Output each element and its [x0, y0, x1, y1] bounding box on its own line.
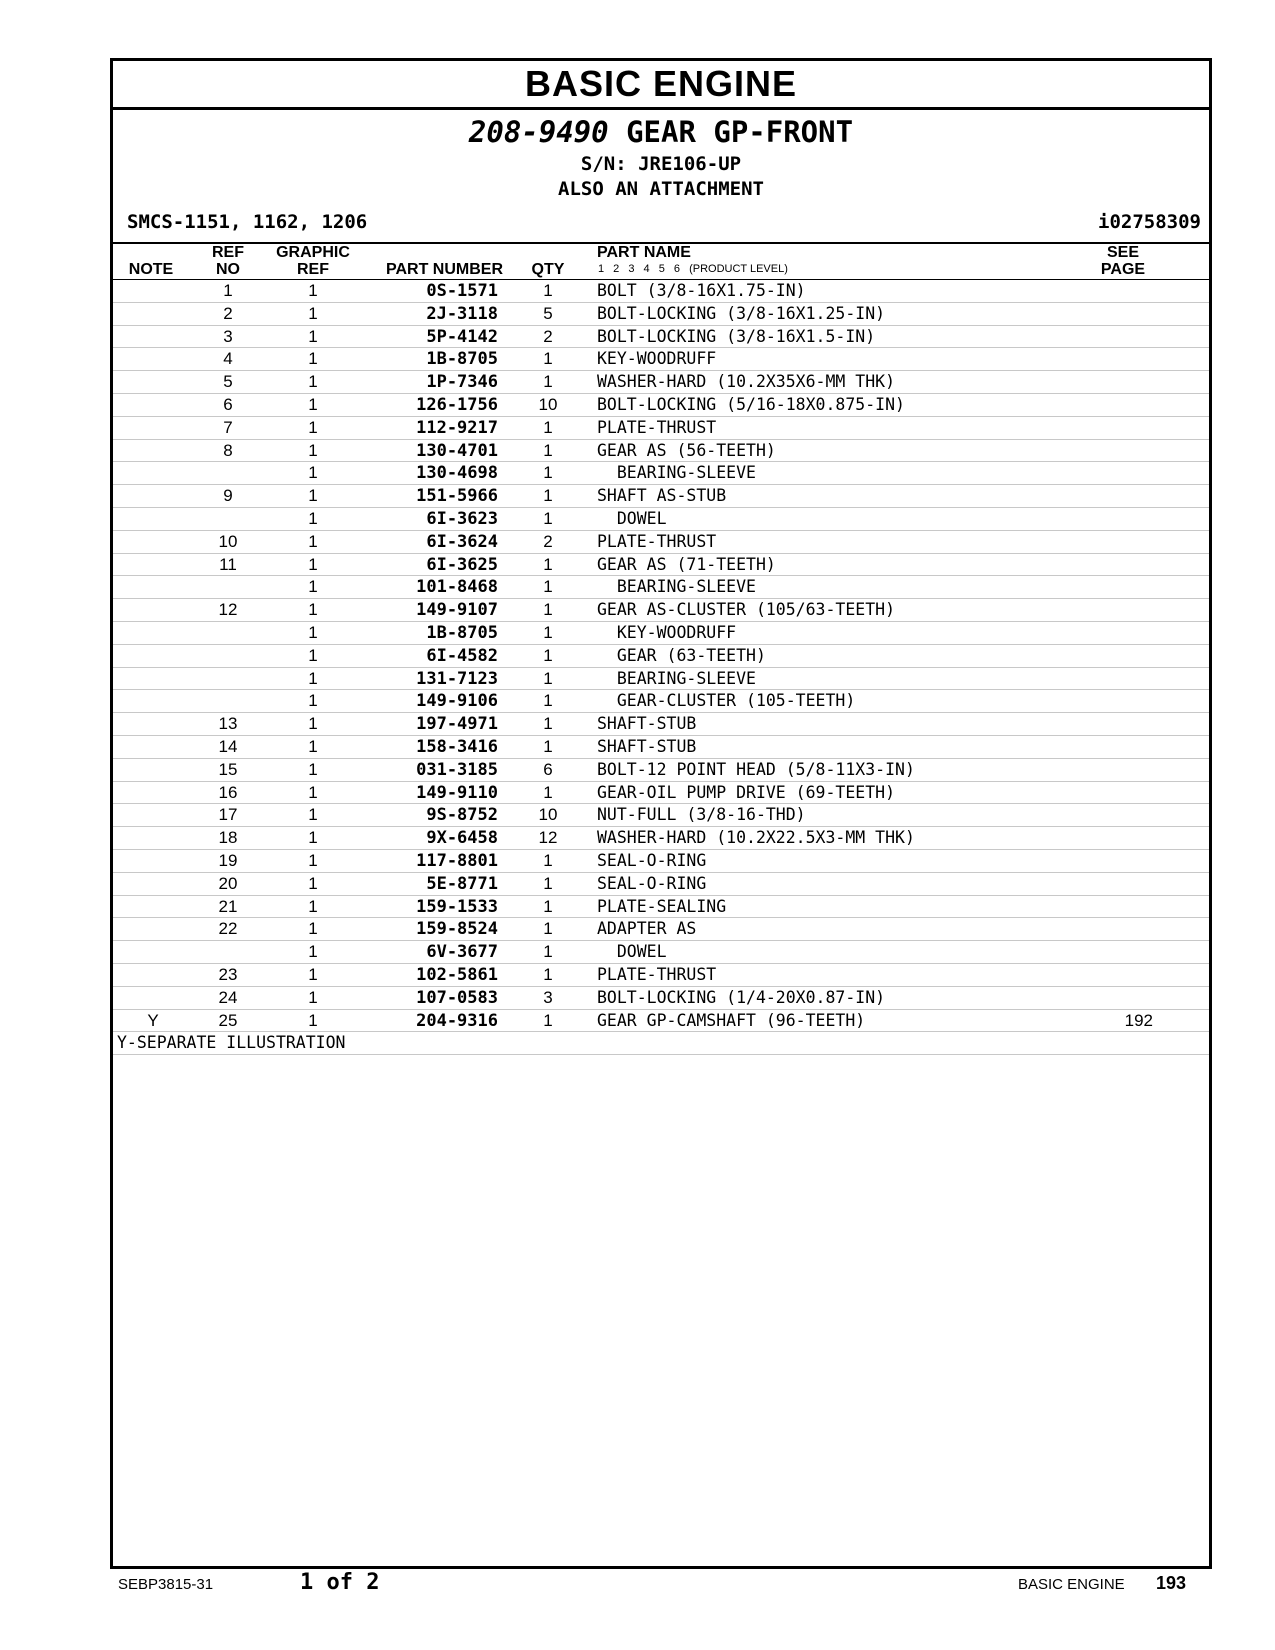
qty-cell: 1 — [543, 964, 553, 984]
part-name-cell: BOLT-LOCKING (3/8-16X1.25-IN) — [597, 303, 886, 323]
ref-no-cell: 1 — [223, 281, 233, 300]
col-header-product-levels — [598, 263, 788, 275]
part-number-cell: 101-8468 — [416, 577, 498, 598]
graphic-ref-cell: 1 — [308, 531, 318, 551]
qty-cell: 1 — [543, 554, 553, 574]
part-number-cell: 0S-1571 — [426, 281, 498, 301]
part-name-cell: DOWEL — [597, 942, 667, 962]
qty-cell: 1 — [543, 736, 553, 756]
footer-section: BASIC ENGINE — [1018, 1576, 1125, 1593]
part-number-cell: 6I-3623 — [426, 508, 498, 529]
parts-list-frame — [110, 58, 1212, 1569]
graphic-ref-cell: 1 — [308, 463, 318, 483]
ref-no-cell: 8 — [223, 440, 233, 460]
part-number-cell: 102-5861 — [416, 964, 498, 985]
ref-no-cell: 7 — [223, 417, 233, 437]
qty-cell: 2 — [543, 326, 553, 346]
part-number-cell: 2J-3118 — [426, 303, 498, 324]
qty-cell: 2 — [543, 531, 553, 551]
part-name-cell: WASHER-HARD (10.2X35X6-MM THK) — [597, 372, 896, 392]
table-row — [113, 531, 1209, 554]
col-header-ref-top: REF — [212, 244, 244, 261]
ref-no-cell: 14 — [218, 736, 238, 756]
part-number-cell: 130-4698 — [416, 463, 498, 484]
graphic-ref-cell: 1 — [308, 394, 318, 414]
part-name-cell: BOLT (3/8-16X1.75-IN) — [597, 281, 806, 300]
table-row — [113, 736, 1209, 759]
graphic-ref-cell: 1 — [308, 896, 318, 916]
part-number-cell: 6I-3625 — [426, 554, 498, 575]
qty-cell: 1 — [543, 645, 553, 665]
graphic-ref-cell: 1 — [308, 805, 318, 825]
part-name-cell: PLATE-THRUST — [597, 964, 717, 984]
table-row — [113, 850, 1209, 873]
graphic-ref-cell: 1 — [308, 759, 318, 779]
graphic-ref-cell: 1 — [308, 942, 318, 962]
part-number-cell: 112-9217 — [416, 417, 498, 438]
col-header-note: NOTE — [128, 261, 174, 278]
graphic-ref-cell: 1 — [308, 987, 318, 1007]
ref-no-cell: 16 — [218, 782, 238, 802]
ref-no-cell: 17 — [218, 805, 238, 825]
part-name-cell: BEARING-SLEEVE — [597, 463, 756, 483]
part-number-cell: 158-3416 — [416, 736, 498, 757]
note-cell: Y — [147, 1010, 159, 1030]
graphic-ref-cell: 1 — [308, 736, 318, 756]
part-number-cell: 5E-8771 — [426, 873, 498, 894]
table-row — [113, 599, 1209, 622]
table-row — [113, 326, 1209, 349]
part-name-cell: BOLT-LOCKING (5/16-18X0.875-IN) — [597, 394, 905, 414]
qty-cell: 1 — [543, 668, 553, 688]
table-row — [113, 668, 1209, 691]
part-number-cell: 159-8524 — [416, 919, 498, 940]
part-number-cell: 149-9106 — [416, 691, 498, 712]
table-row — [113, 941, 1209, 964]
part-number-cell: 126-1756 — [416, 394, 498, 415]
part-number-cell: 151-5966 — [416, 486, 498, 507]
part-name-cell: PLATE-SEALING — [597, 896, 727, 916]
table-row — [113, 508, 1209, 531]
table-row — [113, 896, 1209, 919]
qty-cell: 6 — [543, 759, 553, 779]
qty-cell: 1 — [543, 873, 553, 893]
table-row — [113, 394, 1209, 417]
ref-no-cell: 21 — [218, 896, 238, 916]
part-number-cell: 204-9316 — [416, 1010, 498, 1031]
qty-cell: 1 — [543, 691, 553, 711]
part-number-cell: 1B-8705 — [426, 349, 498, 370]
graphic-ref-cell: 1 — [308, 668, 318, 688]
ref-no-cell: 13 — [218, 714, 238, 734]
qty-cell: 3 — [543, 987, 553, 1007]
part-number-cell: 159-1533 — [416, 896, 498, 917]
part-name-cell: KEY-WOODRUFF — [597, 349, 717, 369]
graphic-ref-cell: 1 — [308, 417, 318, 437]
part-name-cell: NUT-FULL (3/8-16-THD) — [597, 805, 806, 825]
footnote-row — [113, 1032, 1209, 1055]
part-number-cell: 031-3185 — [416, 759, 498, 780]
table-row — [113, 348, 1209, 371]
qty-cell: 1 — [543, 1010, 553, 1030]
qty-cell: 10 — [538, 805, 558, 825]
ref-no-cell: 10 — [218, 531, 238, 551]
qty-cell: 1 — [543, 440, 553, 460]
part-number-cell: 149-9107 — [416, 600, 498, 621]
part-name-cell: SHAFT-STUB — [597, 714, 697, 734]
footer-document-id: SEBP3815-31 — [118, 1576, 214, 1593]
graphic-ref-cell: 1 — [308, 1010, 318, 1030]
part-name-cell: GEAR AS (71-TEETH) — [597, 554, 776, 574]
footer-page-number: 193 — [1156, 1573, 1187, 1593]
table-row — [113, 279, 1209, 303]
ref-no-cell: 18 — [218, 828, 238, 848]
graphic-ref-cell: 1 — [308, 850, 318, 870]
table-row — [113, 417, 1209, 440]
part-name-cell: GEAR-OIL PUMP DRIVE (69-TEETH) — [597, 782, 896, 802]
ref-no-cell: 20 — [218, 873, 238, 893]
part-number-cell: 117-8801 — [416, 850, 498, 871]
document-identifier: i02758309 — [1098, 211, 1201, 233]
qty-cell: 1 — [543, 281, 553, 300]
graphic-ref-cell: 1 — [308, 828, 318, 848]
graphic-ref-cell: 1 — [308, 281, 318, 300]
ref-no-cell: 24 — [218, 987, 238, 1007]
qty-cell: 10 — [538, 394, 558, 414]
col-header-graphic-ref — [273, 244, 353, 278]
qty-cell: 1 — [543, 782, 553, 802]
qty-cell: 12 — [538, 828, 558, 848]
col-header-see-page — [1093, 244, 1153, 278]
section-title: BASIC ENGINE — [524, 63, 798, 104]
table-row — [113, 782, 1209, 805]
ref-no-cell: 25 — [218, 1010, 238, 1030]
table-row — [113, 462, 1209, 485]
graphic-ref-cell: 1 — [308, 349, 318, 369]
graphic-ref-cell: 1 — [308, 303, 318, 323]
product-level-label: (PRODUCT LEVEL) — [689, 263, 788, 275]
part-name-cell: BOLT-LOCKING (3/8-16X1.5-IN) — [597, 326, 876, 346]
qty-cell: 1 — [543, 486, 553, 506]
smcs-codes: SMCS-1151, 1162, 1206 — [127, 211, 368, 233]
part-name-cell: BOLT-12 POINT HEAD (5/8-11X3-IN) — [597, 759, 915, 779]
part-name-cell: DOWEL — [597, 508, 667, 528]
part-number-cell: 9S-8752 — [426, 805, 498, 826]
part-number-cell: 6I-3624 — [426, 531, 498, 552]
part-name-cell: SEAL-O-RING — [597, 850, 707, 870]
part-number-cell: 1P-7346 — [426, 372, 498, 393]
qty-cell: 1 — [543, 349, 553, 369]
part-number-cell: 149-9110 — [416, 782, 498, 803]
graphic-ref-cell: 1 — [308, 691, 318, 711]
graphic-ref-cell: 1 — [308, 964, 318, 984]
part-name-cell: SEAL-O-RING — [597, 873, 707, 893]
qty-cell: 1 — [543, 508, 553, 528]
graphic-ref-cell: 1 — [308, 577, 318, 597]
qty-cell: 1 — [543, 577, 553, 597]
col-header-ref — [208, 244, 248, 278]
qty-cell: 1 — [543, 600, 553, 620]
see-page-cell: 192 — [1124, 1010, 1153, 1030]
product-level-numbers: 1 2 3 4 5 6 — [598, 263, 680, 275]
part-name-cell: WASHER-HARD (10.2X22.5X3-MM THK) — [597, 828, 915, 848]
table-row — [113, 964, 1209, 987]
part-number-cell: 130-4701 — [416, 440, 498, 461]
part-name-cell: GEAR AS (56-TEETH) — [597, 440, 776, 460]
graphic-ref-cell: 1 — [308, 645, 318, 665]
qty-cell: 1 — [543, 417, 553, 437]
graphic-ref-cell: 1 — [308, 326, 318, 346]
col-header-graphic-top: GRAPHIC — [276, 244, 350, 261]
table-row — [113, 918, 1209, 941]
ref-no-cell: 9 — [223, 486, 233, 506]
footnote-text: Y-SEPARATE ILLUSTRATION — [117, 1033, 346, 1053]
table-row — [113, 554, 1209, 577]
group-title — [113, 115, 1209, 149]
part-name-cell: GEAR AS-CLUSTER (105/63-TEETH) — [597, 600, 896, 620]
table-row — [113, 371, 1209, 394]
qty-cell: 1 — [543, 919, 553, 939]
table-row — [113, 873, 1209, 896]
part-number-cell: 1B-8705 — [426, 622, 498, 643]
ref-no-cell: 2 — [223, 303, 233, 323]
qty-cell: 1 — [543, 942, 553, 962]
footer-page-of: 1 of 2 — [300, 1570, 380, 1595]
table-row — [113, 804, 1209, 827]
part-name-cell: GEAR-CLUSTER (105-TEETH) — [597, 691, 856, 711]
col-header-qty: QTY — [531, 261, 565, 278]
group-number: 208-9490 — [468, 115, 609, 149]
col-header-part-number: PART NUMBER — [385, 261, 503, 278]
part-number-cell: 131-7123 — [416, 668, 498, 689]
part-number-cell: 9X-6458 — [426, 828, 498, 849]
ref-no-cell: 5 — [223, 372, 233, 392]
ref-no-cell: 22 — [218, 919, 238, 939]
table-row — [113, 690, 1209, 713]
section-title-bar — [113, 61, 1209, 110]
qty-cell: 5 — [543, 303, 553, 323]
graphic-ref-cell: 1 — [308, 508, 318, 528]
part-name-cell: BEARING-SLEEVE — [597, 668, 756, 688]
ref-no-cell: 15 — [218, 759, 238, 779]
ref-no-cell: 23 — [218, 964, 238, 984]
col-header-see-bottom: PAGE — [1100, 261, 1146, 278]
qty-cell: 1 — [543, 372, 553, 392]
graphic-ref-cell: 1 — [308, 919, 318, 939]
ref-no-cell: 6 — [223, 394, 233, 414]
col-header-graphic-bottom: REF — [297, 261, 329, 278]
part-number-cell: 107-0583 — [416, 987, 498, 1008]
graphic-ref-cell: 1 — [308, 622, 318, 642]
part-name-cell: PLATE-THRUST — [597, 531, 717, 551]
qty-cell: 1 — [543, 622, 553, 642]
table-row — [113, 440, 1209, 463]
ref-no-cell: 3 — [223, 326, 233, 346]
part-name-cell: GEAR GP-CAMSHAFT (96-TEETH) — [597, 1010, 866, 1030]
table-row — [113, 303, 1209, 326]
table-row — [113, 827, 1209, 850]
part-name-cell: SHAFT-STUB — [597, 736, 697, 756]
graphic-ref-cell: 1 — [308, 600, 318, 620]
ref-no-cell: 19 — [218, 850, 238, 870]
qty-cell: 1 — [543, 714, 553, 734]
col-header-part-name: PART NAME — [597, 244, 691, 261]
graphic-ref-cell: 1 — [308, 372, 318, 392]
part-name-cell: BOLT-LOCKING (1/4-20X0.87-IN) — [597, 987, 886, 1007]
ref-no-cell: 4 — [223, 349, 233, 369]
qty-cell: 1 — [543, 896, 553, 916]
table-row — [113, 1010, 1209, 1033]
table-row — [113, 645, 1209, 668]
part-name-cell: GEAR (63-TEETH) — [597, 645, 766, 665]
graphic-ref-cell: 1 — [308, 714, 318, 734]
graphic-ref-cell: 1 — [308, 440, 318, 460]
serial-number: S/N: JRE106-UP — [580, 153, 742, 175]
graphic-ref-cell: 1 — [308, 782, 318, 802]
table-row — [113, 622, 1209, 645]
part-name-cell: KEY-WOODRUFF — [597, 622, 737, 642]
table-row — [113, 987, 1209, 1010]
qty-cell: 1 — [543, 463, 553, 483]
ref-no-cell: 12 — [218, 600, 238, 620]
group-name: GEAR GP-FRONT — [626, 115, 854, 149]
graphic-ref-cell: 1 — [308, 554, 318, 574]
part-number-cell: 197-4971 — [416, 714, 498, 735]
table-row — [113, 713, 1209, 736]
col-header-ref-bottom: NO — [216, 261, 240, 278]
graphic-ref-cell: 1 — [308, 873, 318, 893]
parts-table — [113, 279, 1209, 1055]
part-number-cell: 5P-4142 — [426, 326, 498, 347]
table-row — [113, 485, 1209, 508]
ref-no-cell: 11 — [219, 554, 237, 574]
table-row — [113, 759, 1209, 782]
col-header-see-top: SEE — [1106, 244, 1139, 261]
part-number-cell: 6V-3677 — [426, 942, 498, 963]
part-name-cell: SHAFT AS-STUB — [597, 486, 727, 506]
attachment-note: ALSO AN ATTACHMENT — [558, 178, 764, 200]
part-name-cell: ADAPTER AS — [597, 919, 697, 939]
part-name-cell: BEARING-SLEEVE — [597, 577, 756, 597]
graphic-ref-cell: 1 — [308, 486, 318, 506]
part-name-cell: PLATE-THRUST — [597, 417, 717, 437]
qty-cell: 1 — [543, 850, 553, 870]
part-number-cell: 6I-4582 — [426, 645, 498, 666]
table-row — [113, 576, 1209, 599]
